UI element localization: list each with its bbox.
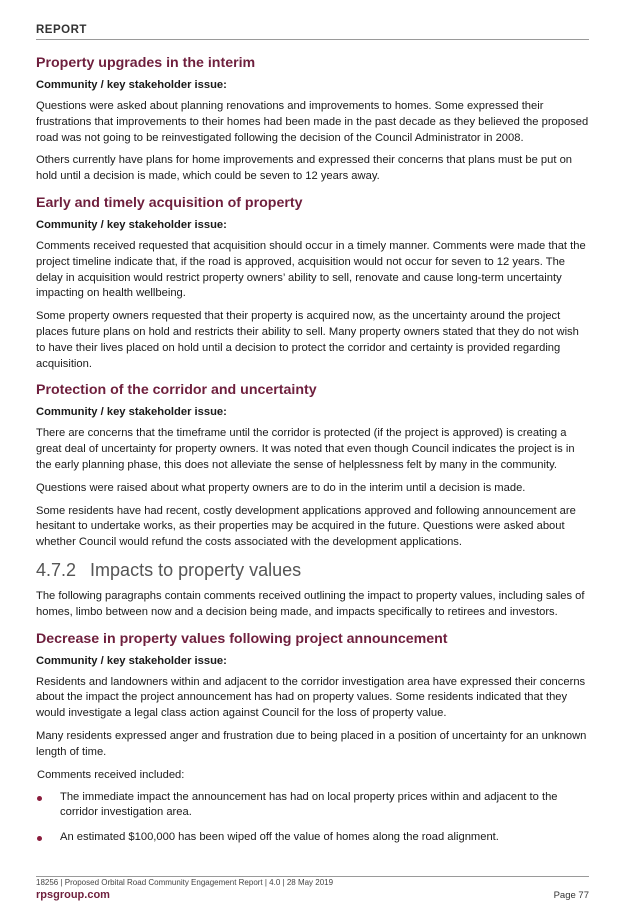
heading-property-upgrades: Property upgrades in the interim [36,55,256,71]
page-number: Page 77 [553,890,589,901]
paragraph: Many residents expressed anger and frustration due to being placed in a position of uncertainty for an unknown length of time. [36,729,587,758]
paragraph: Others currently have plans for home improvements and expressed their concerns that plans must be put on hold until a decision is made, which could be seven to 12 years away. [36,154,573,183]
list-item [36,790,589,822]
paragraph: Some residents have had recent, costly development applications approved and following announcement are hesitant to undertake works, as their properties may be acquired in the future. Questions were asked about whether Council would refund the costs associated with the development applications. [36,504,576,549]
section-number: 4.7.2 [36,559,77,580]
heading-decrease-values: Decrease in property values following project announcement [36,630,448,647]
bullet-icon [37,836,42,841]
issue-label: Community / key stakeholder issue: [36,79,227,91]
list-item-text: The immediate impact the announcement has had on local property prices within and adjacent to the corridor investigation area. [60,790,558,819]
footer-divider [36,876,589,877]
footer-document-info: 18256 | Proposed Orbital Road Community Engagement Report | 4.0 | 28 May 2019 [36,878,334,887]
bullet-list [36,790,589,846]
footer-website-link[interactable]: rpsgroup.com [36,889,110,901]
issue-label: Community / key stakeholder issue: [36,218,227,231]
heading-corridor-uncertainty: Protection of the corridor and uncertainty [36,382,317,399]
heading-early-acquisition: Early and timely acquisition of property [36,194,303,211]
paragraph: Comments received requested that acquisition should occur in a timely manner. Comments were made that the project timeline indicate that, if the road is approved, acquisition would not occur for seven to 12 years. The delay in acquisition would restrict property owners’ ability to sell, renovate and cause long-term uncertainty impacting on health wellbeing. [36,239,586,300]
paragraph: Residents and landowners within and adjacent to the corridor investigation area have expressed their concerns about the impact the project announcement has had on property values. Some residents indicated that they would investigate a legal class action against Council for the loss of property value. [36,675,586,720]
list-intro: Comments received included: [37,768,185,781]
paragraph: Questions were raised about what property owners are to do in the interim until a decision is made. [36,481,526,494]
page-content [36,54,589,855]
section-title: Impacts to property values [90,559,302,580]
paragraph: The following paragraphs contain comments received outlining the impact to property values, including sales of homes, limbo between now and a decision being made, and impacts specifically to retirees and investors. [36,589,585,618]
issue-label: Community / key stakeholder issue: [36,406,227,419]
running-header: REPORT [36,24,589,40]
list-item [36,830,589,846]
list-item-text: An estimated $100,000 has been wiped off the value of homes along the road alignment. [60,831,499,844]
paragraph: Questions were asked about planning renovations and improvements to homes. Some expressed their frustrations that improvements to their homes had been made in the past decade as they believed the proposed road was not going to be reinvestigated following the decision of the Council Administrator in 2008. [36,100,589,144]
issue-label: Community / key stakeholder issue: [36,654,227,667]
paragraph: Some property owners requested that their property is acquired now, as the uncertainty around the project places future plans on hold and restricts their ability to sell. Many property owners stated that they do not wish to have their lives placed on hold until a decision to protect the corridor and certainty is provided regarding acquisition. [36,310,579,370]
bullet-icon [37,796,42,801]
section-heading-impacts [36,559,589,581]
paragraph: There are concerns that the timeframe until the corridor is protected (if the project is approved) is creating a great deal of uncertainty for property owners. It was noted that even though Council indicates the project is in the early planning phase, this does not alleviate the sense of helplessness felt by many in the community. [36,427,575,471]
